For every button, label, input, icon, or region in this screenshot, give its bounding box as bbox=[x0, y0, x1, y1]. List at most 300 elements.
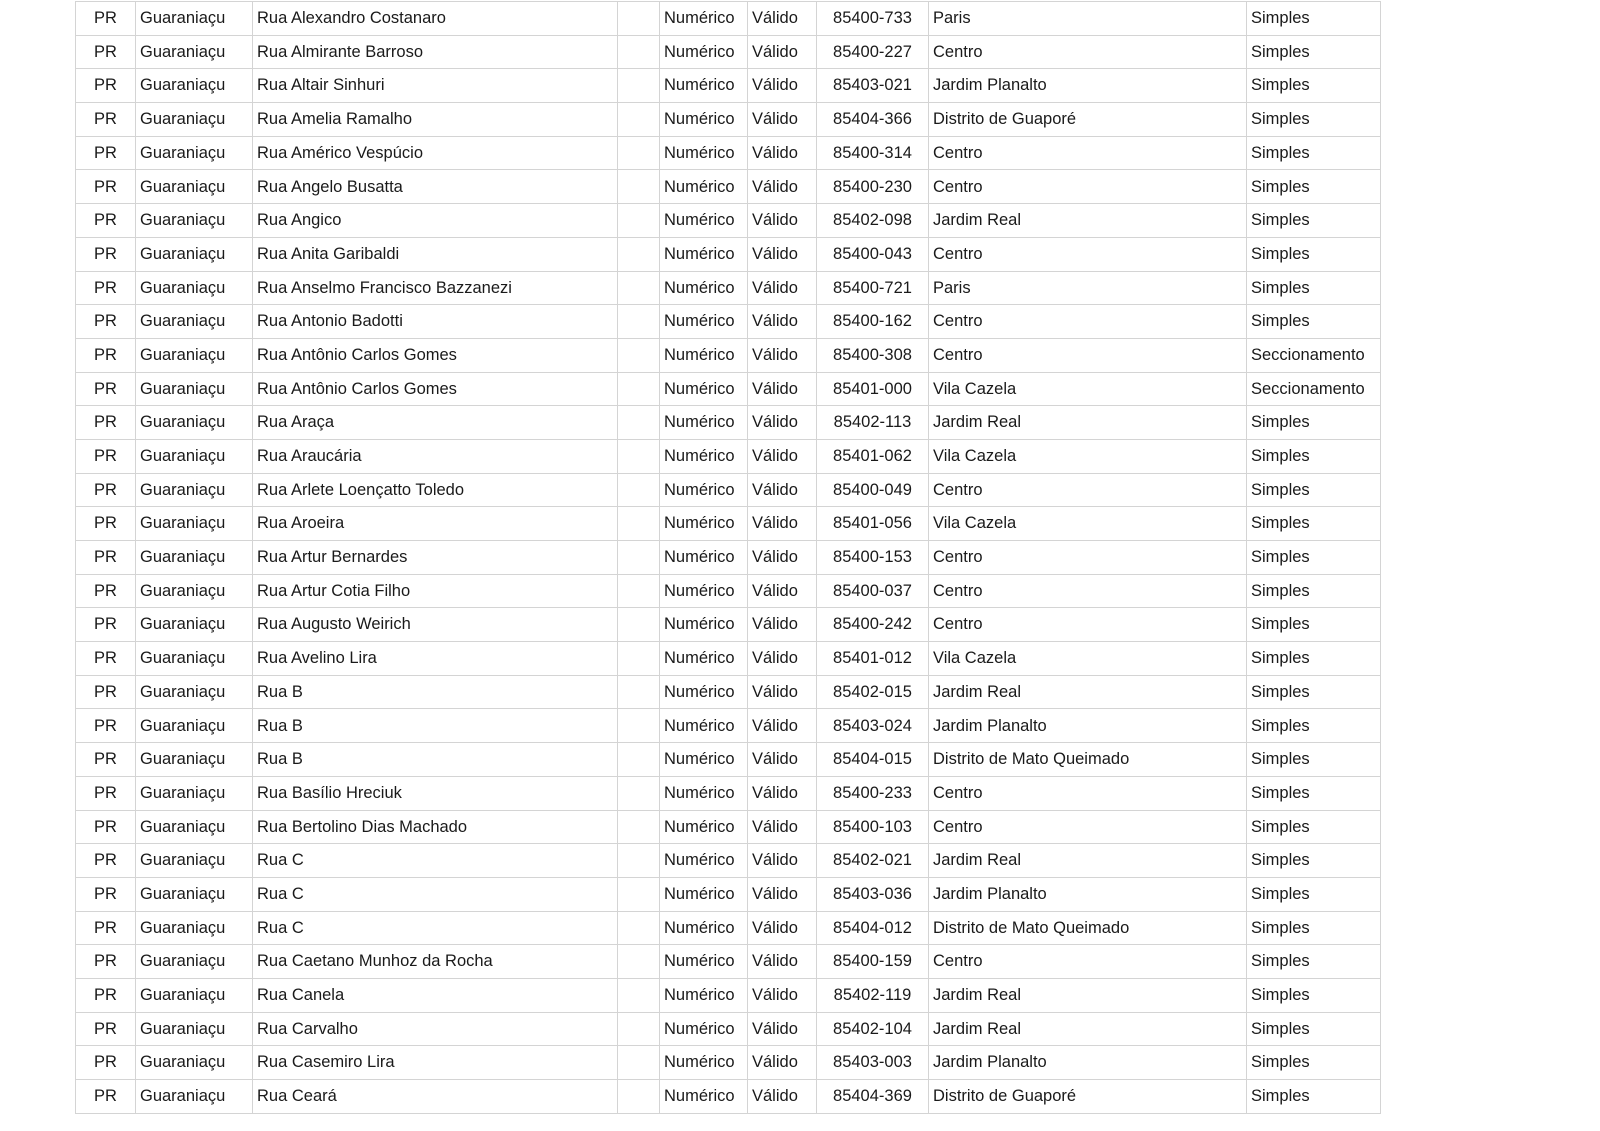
kind-cell: Simples bbox=[1247, 776, 1381, 810]
cep-cell: 85403-036 bbox=[817, 877, 929, 911]
state-cell: PR bbox=[76, 1080, 136, 1114]
state-cell: PR bbox=[76, 35, 136, 69]
type-cell: Numérico bbox=[660, 675, 748, 709]
state-cell: PR bbox=[76, 338, 136, 372]
type-cell: Numérico bbox=[660, 507, 748, 541]
state-cell: PR bbox=[76, 439, 136, 473]
type-cell: Numérico bbox=[660, 877, 748, 911]
cep-cell: 85400-233 bbox=[817, 776, 929, 810]
type-cell: Numérico bbox=[660, 1080, 748, 1114]
blank-cell bbox=[618, 709, 660, 743]
street-cell: Rua Arlete Loençatto Toledo bbox=[253, 473, 618, 507]
type-cell: Numérico bbox=[660, 2, 748, 36]
street-cell: Rua Antônio Carlos Gomes bbox=[253, 338, 618, 372]
city-cell: Guaraniaçu bbox=[136, 271, 253, 305]
table-row bbox=[76, 709, 1381, 743]
state-cell: PR bbox=[76, 507, 136, 541]
city-cell: Guaraniaçu bbox=[136, 911, 253, 945]
state-cell: PR bbox=[76, 2, 136, 36]
blank-cell bbox=[618, 1046, 660, 1080]
blank-cell bbox=[618, 439, 660, 473]
table-row bbox=[76, 978, 1381, 1012]
cep-cell: 85400-721 bbox=[817, 271, 929, 305]
cep-cell: 85404-369 bbox=[817, 1080, 929, 1114]
type-cell: Numérico bbox=[660, 642, 748, 676]
kind-cell: Simples bbox=[1247, 2, 1381, 36]
table-row bbox=[76, 69, 1381, 103]
status-cell: Válido bbox=[748, 608, 817, 642]
blank-cell bbox=[618, 103, 660, 137]
city-cell: Guaraniaçu bbox=[136, 406, 253, 440]
state-cell: PR bbox=[76, 945, 136, 979]
state-cell: PR bbox=[76, 372, 136, 406]
table-row bbox=[76, 1046, 1381, 1080]
city-cell: Guaraniaçu bbox=[136, 35, 253, 69]
blank-cell bbox=[618, 2, 660, 36]
street-cell: Rua Avelino Lira bbox=[253, 642, 618, 676]
street-cell: Rua Angico bbox=[253, 204, 618, 238]
table-row bbox=[76, 473, 1381, 507]
table-row bbox=[76, 237, 1381, 271]
street-cell: Rua Augusto Weirich bbox=[253, 608, 618, 642]
table-row bbox=[76, 372, 1381, 406]
cep-cell: 85401-056 bbox=[817, 507, 929, 541]
status-cell: Válido bbox=[748, 136, 817, 170]
street-cell: Rua Angelo Busatta bbox=[253, 170, 618, 204]
blank-cell bbox=[618, 810, 660, 844]
kind-cell: Simples bbox=[1247, 305, 1381, 339]
cep-cell: 85402-098 bbox=[817, 204, 929, 238]
blank-cell bbox=[618, 271, 660, 305]
state-cell: PR bbox=[76, 709, 136, 743]
state-cell: PR bbox=[76, 136, 136, 170]
kind-cell: Simples bbox=[1247, 675, 1381, 709]
type-cell: Numérico bbox=[660, 608, 748, 642]
type-cell: Numérico bbox=[660, 204, 748, 238]
blank-cell bbox=[618, 877, 660, 911]
cep-cell: 85402-104 bbox=[817, 1012, 929, 1046]
table-row bbox=[76, 541, 1381, 575]
cep-cell: 85404-366 bbox=[817, 103, 929, 137]
blank-cell bbox=[618, 1012, 660, 1046]
cep-cell: 85400-227 bbox=[817, 35, 929, 69]
status-cell: Válido bbox=[748, 642, 817, 676]
state-cell: PR bbox=[76, 1046, 136, 1080]
kind-cell: Simples bbox=[1247, 507, 1381, 541]
kind-cell: Simples bbox=[1247, 237, 1381, 271]
blank-cell bbox=[618, 1080, 660, 1114]
city-cell: Guaraniaçu bbox=[136, 945, 253, 979]
kind-cell: Simples bbox=[1247, 204, 1381, 238]
blank-cell bbox=[618, 237, 660, 271]
kind-cell: Simples bbox=[1247, 642, 1381, 676]
neighborhood-cell: Jardim Planalto bbox=[929, 877, 1247, 911]
cep-cell: 85401-000 bbox=[817, 372, 929, 406]
kind-cell: Simples bbox=[1247, 170, 1381, 204]
blank-cell bbox=[618, 372, 660, 406]
state-cell: PR bbox=[76, 204, 136, 238]
city-cell: Guaraniaçu bbox=[136, 877, 253, 911]
state-cell: PR bbox=[76, 271, 136, 305]
cep-cell: 85401-012 bbox=[817, 642, 929, 676]
table-row bbox=[76, 507, 1381, 541]
status-cell: Válido bbox=[748, 507, 817, 541]
type-cell: Numérico bbox=[660, 103, 748, 137]
blank-cell bbox=[618, 574, 660, 608]
street-cell: Rua Antonio Badotti bbox=[253, 305, 618, 339]
neighborhood-cell: Jardim Planalto bbox=[929, 69, 1247, 103]
table-row bbox=[76, 945, 1381, 979]
street-cell: Rua Caetano Munhoz da Rocha bbox=[253, 945, 618, 979]
neighborhood-cell: Centro bbox=[929, 541, 1247, 575]
kind-cell: Simples bbox=[1247, 877, 1381, 911]
status-cell: Válido bbox=[748, 237, 817, 271]
city-cell: Guaraniaçu bbox=[136, 574, 253, 608]
status-cell: Válido bbox=[748, 776, 817, 810]
status-cell: Válido bbox=[748, 103, 817, 137]
cep-cell: 85400-049 bbox=[817, 473, 929, 507]
type-cell: Numérico bbox=[660, 237, 748, 271]
blank-cell bbox=[618, 338, 660, 372]
type-cell: Numérico bbox=[660, 439, 748, 473]
neighborhood-cell: Jardim Real bbox=[929, 978, 1247, 1012]
neighborhood-cell: Centro bbox=[929, 136, 1247, 170]
type-cell: Numérico bbox=[660, 776, 748, 810]
neighborhood-cell: Centro bbox=[929, 35, 1247, 69]
neighborhood-cell: Distrito de Mato Queimado bbox=[929, 743, 1247, 777]
street-cell: Rua Américo Vespúcio bbox=[253, 136, 618, 170]
status-cell: Válido bbox=[748, 574, 817, 608]
status-cell: Válido bbox=[748, 709, 817, 743]
cep-cell: 85404-012 bbox=[817, 911, 929, 945]
table-row bbox=[76, 877, 1381, 911]
kind-cell: Seccionamento bbox=[1247, 338, 1381, 372]
neighborhood-cell: Jardim Planalto bbox=[929, 1046, 1247, 1080]
blank-cell bbox=[618, 743, 660, 777]
street-cell: Rua Ceará bbox=[253, 1080, 618, 1114]
city-cell: Guaraniaçu bbox=[136, 1080, 253, 1114]
neighborhood-cell: Jardim Real bbox=[929, 675, 1247, 709]
cep-cell: 85403-003 bbox=[817, 1046, 929, 1080]
status-cell: Válido bbox=[748, 1012, 817, 1046]
city-cell: Guaraniaçu bbox=[136, 844, 253, 878]
street-cell: Rua C bbox=[253, 877, 618, 911]
street-cell: Rua Canela bbox=[253, 978, 618, 1012]
state-cell: PR bbox=[76, 541, 136, 575]
state-cell: PR bbox=[76, 170, 136, 204]
status-cell: Válido bbox=[748, 372, 817, 406]
cep-cell: 85400-103 bbox=[817, 810, 929, 844]
neighborhood-cell: Jardim Real bbox=[929, 844, 1247, 878]
neighborhood-cell: Jardim Real bbox=[929, 1012, 1247, 1046]
city-cell: Guaraniaçu bbox=[136, 709, 253, 743]
kind-cell: Simples bbox=[1247, 574, 1381, 608]
blank-cell bbox=[618, 35, 660, 69]
state-cell: PR bbox=[76, 810, 136, 844]
street-cell: Rua Bertolino Dias Machado bbox=[253, 810, 618, 844]
cep-cell: 85402-119 bbox=[817, 978, 929, 1012]
neighborhood-cell: Centro bbox=[929, 776, 1247, 810]
neighborhood-cell: Distrito de Guaporé bbox=[929, 103, 1247, 137]
status-cell: Válido bbox=[748, 743, 817, 777]
table-row bbox=[76, 2, 1381, 36]
city-cell: Guaraniaçu bbox=[136, 1012, 253, 1046]
neighborhood-cell: Centro bbox=[929, 170, 1247, 204]
neighborhood-cell: Jardim Planalto bbox=[929, 709, 1247, 743]
cep-cell: 85404-015 bbox=[817, 743, 929, 777]
table-row bbox=[76, 642, 1381, 676]
state-cell: PR bbox=[76, 911, 136, 945]
neighborhood-cell: Centro bbox=[929, 305, 1247, 339]
state-cell: PR bbox=[76, 103, 136, 137]
type-cell: Numérico bbox=[660, 338, 748, 372]
street-cell: Rua Altair Sinhuri bbox=[253, 69, 618, 103]
neighborhood-cell: Vila Cazela bbox=[929, 507, 1247, 541]
kind-cell: Simples bbox=[1247, 473, 1381, 507]
cep-cell: 85402-015 bbox=[817, 675, 929, 709]
city-cell: Guaraniaçu bbox=[136, 776, 253, 810]
status-cell: Válido bbox=[748, 2, 817, 36]
table-row bbox=[76, 35, 1381, 69]
type-cell: Numérico bbox=[660, 844, 748, 878]
city-cell: Guaraniaçu bbox=[136, 978, 253, 1012]
type-cell: Numérico bbox=[660, 136, 748, 170]
neighborhood-cell: Centro bbox=[929, 810, 1247, 844]
cep-cell: 85403-024 bbox=[817, 709, 929, 743]
type-cell: Numérico bbox=[660, 541, 748, 575]
neighborhood-cell: Paris bbox=[929, 271, 1247, 305]
type-cell: Numérico bbox=[660, 911, 748, 945]
cep-cell: 85403-021 bbox=[817, 69, 929, 103]
street-cell: Rua B bbox=[253, 675, 618, 709]
type-cell: Numérico bbox=[660, 810, 748, 844]
blank-cell bbox=[618, 473, 660, 507]
state-cell: PR bbox=[76, 743, 136, 777]
type-cell: Numérico bbox=[660, 305, 748, 339]
neighborhood-cell: Centro bbox=[929, 608, 1247, 642]
status-cell: Válido bbox=[748, 1080, 817, 1114]
neighborhood-cell: Centro bbox=[929, 473, 1247, 507]
state-cell: PR bbox=[76, 978, 136, 1012]
blank-cell bbox=[618, 608, 660, 642]
blank-cell bbox=[618, 911, 660, 945]
neighborhood-cell: Centro bbox=[929, 338, 1247, 372]
status-cell: Válido bbox=[748, 271, 817, 305]
blank-cell bbox=[618, 507, 660, 541]
table-row bbox=[76, 810, 1381, 844]
city-cell: Guaraniaçu bbox=[136, 338, 253, 372]
cep-cell: 85401-062 bbox=[817, 439, 929, 473]
street-cell: Rua Almirante Barroso bbox=[253, 35, 618, 69]
kind-cell: Simples bbox=[1247, 743, 1381, 777]
cep-cell: 85400-159 bbox=[817, 945, 929, 979]
street-table bbox=[75, 1, 1381, 1114]
city-cell: Guaraniaçu bbox=[136, 810, 253, 844]
street-cell: Rua B bbox=[253, 709, 618, 743]
table-row bbox=[76, 338, 1381, 372]
street-cell: Rua Casemiro Lira bbox=[253, 1046, 618, 1080]
type-cell: Numérico bbox=[660, 170, 748, 204]
table-row bbox=[76, 574, 1381, 608]
kind-cell: Simples bbox=[1247, 1012, 1381, 1046]
kind-cell: Simples bbox=[1247, 406, 1381, 440]
table-row bbox=[76, 844, 1381, 878]
table-row bbox=[76, 103, 1381, 137]
neighborhood-cell: Vila Cazela bbox=[929, 439, 1247, 473]
street-cell: Rua Amelia Ramalho bbox=[253, 103, 618, 137]
status-cell: Válido bbox=[748, 338, 817, 372]
cep-cell: 85400-230 bbox=[817, 170, 929, 204]
state-cell: PR bbox=[76, 406, 136, 440]
neighborhood-cell: Vila Cazela bbox=[929, 642, 1247, 676]
blank-cell bbox=[618, 136, 660, 170]
blank-cell bbox=[618, 675, 660, 709]
street-cell: Rua C bbox=[253, 911, 618, 945]
city-cell: Guaraniaçu bbox=[136, 372, 253, 406]
cep-cell: 85400-153 bbox=[817, 541, 929, 575]
table-row bbox=[76, 776, 1381, 810]
kind-cell: Simples bbox=[1247, 103, 1381, 137]
city-cell: Guaraniaçu bbox=[136, 2, 253, 36]
type-cell: Numérico bbox=[660, 574, 748, 608]
state-cell: PR bbox=[76, 608, 136, 642]
city-cell: Guaraniaçu bbox=[136, 743, 253, 777]
status-cell: Válido bbox=[748, 877, 817, 911]
kind-cell: Simples bbox=[1247, 541, 1381, 575]
table-row bbox=[76, 271, 1381, 305]
status-cell: Válido bbox=[748, 35, 817, 69]
table-row bbox=[76, 136, 1381, 170]
type-cell: Numérico bbox=[660, 372, 748, 406]
type-cell: Numérico bbox=[660, 69, 748, 103]
blank-cell bbox=[618, 305, 660, 339]
neighborhood-cell: Centro bbox=[929, 945, 1247, 979]
street-cell: Rua B bbox=[253, 743, 618, 777]
street-table-body bbox=[76, 2, 1381, 1114]
neighborhood-cell: Jardim Real bbox=[929, 406, 1247, 440]
cep-cell: 85400-162 bbox=[817, 305, 929, 339]
kind-cell: Simples bbox=[1247, 69, 1381, 103]
kind-cell: Simples bbox=[1247, 35, 1381, 69]
status-cell: Válido bbox=[748, 305, 817, 339]
city-cell: Guaraniaçu bbox=[136, 305, 253, 339]
blank-cell bbox=[618, 776, 660, 810]
table-row bbox=[76, 406, 1381, 440]
status-cell: Válido bbox=[748, 978, 817, 1012]
cep-cell: 85402-113 bbox=[817, 406, 929, 440]
cep-cell: 85400-242 bbox=[817, 608, 929, 642]
type-cell: Numérico bbox=[660, 1012, 748, 1046]
street-cell: Rua Anita Garibaldi bbox=[253, 237, 618, 271]
city-cell: Guaraniaçu bbox=[136, 608, 253, 642]
state-cell: PR bbox=[76, 69, 136, 103]
street-cell: Rua Anselmo Francisco Bazzanezi bbox=[253, 271, 618, 305]
table-row bbox=[76, 608, 1381, 642]
cep-cell: 85400-043 bbox=[817, 237, 929, 271]
state-cell: PR bbox=[76, 642, 136, 676]
kind-cell: Simples bbox=[1247, 810, 1381, 844]
kind-cell: Simples bbox=[1247, 608, 1381, 642]
state-cell: PR bbox=[76, 473, 136, 507]
status-cell: Válido bbox=[748, 439, 817, 473]
cep-cell: 85402-021 bbox=[817, 844, 929, 878]
table-row bbox=[76, 170, 1381, 204]
state-cell: PR bbox=[76, 574, 136, 608]
table-row bbox=[76, 305, 1381, 339]
type-cell: Numérico bbox=[660, 945, 748, 979]
blank-cell bbox=[618, 642, 660, 676]
kind-cell: Simples bbox=[1247, 271, 1381, 305]
state-cell: PR bbox=[76, 877, 136, 911]
blank-cell bbox=[618, 204, 660, 238]
table-row bbox=[76, 1012, 1381, 1046]
state-cell: PR bbox=[76, 305, 136, 339]
city-cell: Guaraniaçu bbox=[136, 1046, 253, 1080]
table-row bbox=[76, 439, 1381, 473]
city-cell: Guaraniaçu bbox=[136, 541, 253, 575]
state-cell: PR bbox=[76, 844, 136, 878]
neighborhood-cell: Distrito de Guaporé bbox=[929, 1080, 1247, 1114]
street-cell: Rua Artur Bernardes bbox=[253, 541, 618, 575]
city-cell: Guaraniaçu bbox=[136, 507, 253, 541]
blank-cell bbox=[618, 69, 660, 103]
city-cell: Guaraniaçu bbox=[136, 642, 253, 676]
neighborhood-cell: Distrito de Mato Queimado bbox=[929, 911, 1247, 945]
type-cell: Numérico bbox=[660, 473, 748, 507]
kind-cell: Simples bbox=[1247, 978, 1381, 1012]
kind-cell: Simples bbox=[1247, 439, 1381, 473]
blank-cell bbox=[618, 978, 660, 1012]
type-cell: Numérico bbox=[660, 743, 748, 777]
status-cell: Válido bbox=[748, 911, 817, 945]
kind-cell: Simples bbox=[1247, 844, 1381, 878]
type-cell: Numérico bbox=[660, 35, 748, 69]
street-cell: Rua C bbox=[253, 844, 618, 878]
status-cell: Válido bbox=[748, 170, 817, 204]
status-cell: Válido bbox=[748, 473, 817, 507]
city-cell: Guaraniaçu bbox=[136, 69, 253, 103]
street-cell: Rua Basílio Hreciuk bbox=[253, 776, 618, 810]
status-cell: Válido bbox=[748, 204, 817, 238]
street-cell: Rua Antônio Carlos Gomes bbox=[253, 372, 618, 406]
city-cell: Guaraniaçu bbox=[136, 439, 253, 473]
city-cell: Guaraniaçu bbox=[136, 136, 253, 170]
city-cell: Guaraniaçu bbox=[136, 103, 253, 137]
kind-cell: Simples bbox=[1247, 1046, 1381, 1080]
kind-cell: Simples bbox=[1247, 911, 1381, 945]
neighborhood-cell: Centro bbox=[929, 237, 1247, 271]
street-cell: Rua Carvalho bbox=[253, 1012, 618, 1046]
status-cell: Válido bbox=[748, 945, 817, 979]
neighborhood-cell: Vila Cazela bbox=[929, 372, 1247, 406]
status-cell: Válido bbox=[748, 541, 817, 575]
blank-cell bbox=[618, 844, 660, 878]
street-cell: Rua Araucária bbox=[253, 439, 618, 473]
street-cell: Rua Aroeira bbox=[253, 507, 618, 541]
state-cell: PR bbox=[76, 1012, 136, 1046]
kind-cell: Simples bbox=[1247, 945, 1381, 979]
city-cell: Guaraniaçu bbox=[136, 237, 253, 271]
table-row bbox=[76, 1080, 1381, 1114]
neighborhood-cell: Jardim Real bbox=[929, 204, 1247, 238]
status-cell: Válido bbox=[748, 69, 817, 103]
table-row bbox=[76, 675, 1381, 709]
city-cell: Guaraniaçu bbox=[136, 170, 253, 204]
kind-cell: Seccionamento bbox=[1247, 372, 1381, 406]
city-cell: Guaraniaçu bbox=[136, 675, 253, 709]
neighborhood-cell: Centro bbox=[929, 574, 1247, 608]
cep-cell: 85400-733 bbox=[817, 2, 929, 36]
